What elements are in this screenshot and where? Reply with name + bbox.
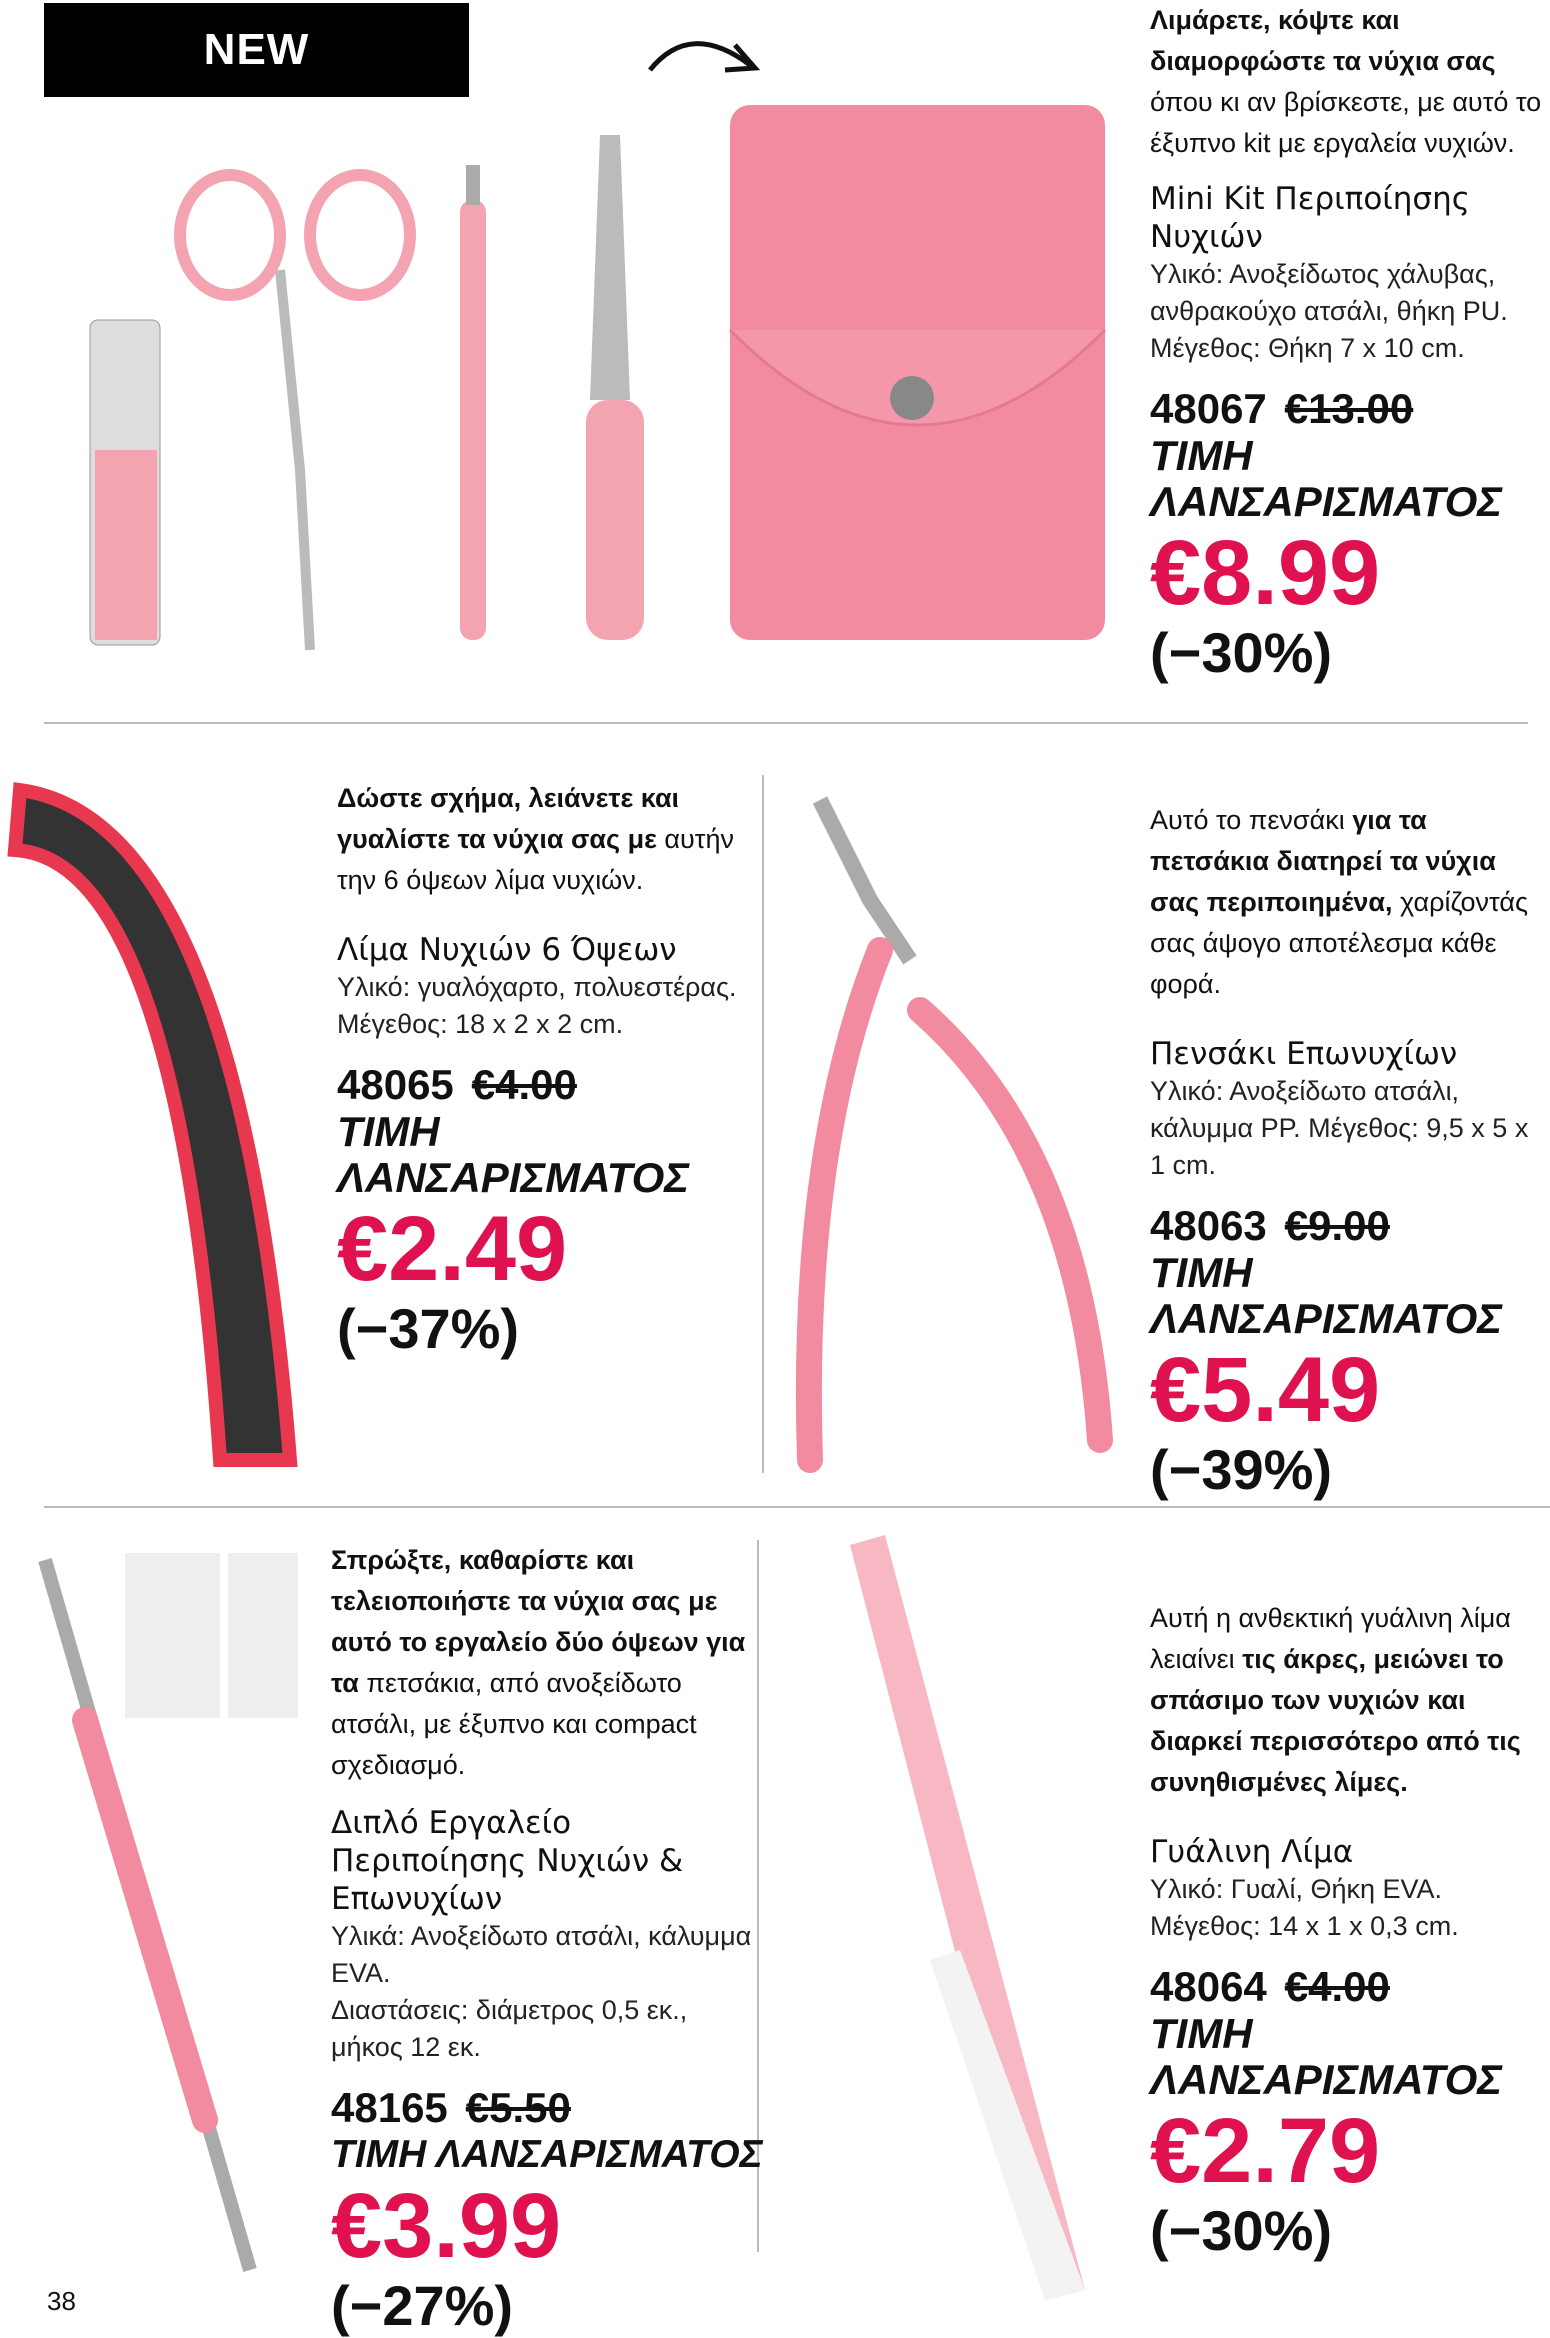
discount: (−30%) (1150, 621, 1333, 684)
product-cuticle-nipper (1150, 800, 1550, 1502)
old-price: €9.00 (1284, 1202, 1390, 1249)
page-number: 38 (47, 2286, 76, 2316)
launch-price-label: ΤΙΜΗ ΛΑΝΣΑΡΙΣΜΑΤΟΣ (331, 2133, 763, 2176)
product-code: 48063 (1150, 1202, 1267, 1249)
product-double-tool (331, 1540, 761, 2338)
launch-price-label: ΤΙΜΗ ΛΑΝΣΑΡΙΣΜΑΤΟΣ (1150, 1249, 1503, 1342)
glass-file-image (850, 1535, 1085, 2300)
product-spec: Μέγεθος: 14 x 1 x 0,3 cm. (1150, 1911, 1459, 1941)
lead-text: χαρίζοντάς σας άψογο αποτέλεσμα κάθε φορά. (1150, 887, 1528, 999)
discount: (−30%) (1150, 2199, 1333, 2262)
new-badge: NEW (44, 3, 469, 97)
product-spec: Μέγεθος: Θήκη 7 x 10 cm. (1150, 333, 1465, 363)
divider (762, 775, 764, 1473)
product-glass-file (1150, 1598, 1530, 2263)
lead-bold: Σπρώξτε, καθαρίστε και τελειοποιήστε τα νύχια σας με αυτό το εργαλείο δύο όψεων για τα (331, 1545, 746, 1698)
lead-bold: Δώστε σχήμα, λειάνετε και γυαλίστε τα νύχια σας με (337, 783, 680, 854)
product-name: Διπλό Εργαλείο Περιποίησης Νυχιών & Επωνυχίων (331, 1805, 684, 1917)
lead-text: Αυτό το πενσάκι (1150, 805, 1353, 835)
product-mini-kit (1150, 0, 1550, 685)
product-spec: Υλικό: Γυαλί, Θήκη EVA. (1150, 1874, 1443, 1904)
divider (44, 1506, 1550, 1508)
product-code: 48064 (1150, 1963, 1267, 2010)
cuticle-pusher-image (460, 165, 486, 640)
product-name: Γυάλινη Λίμα (1150, 1834, 1354, 1870)
lead-text: πετσάκια, από ανοξείδωτο ατσάλι, με έξυπνο και compact σχεδιασμό. (331, 1668, 697, 1780)
launch-price-label: ΤΙΜΗ ΛΑΝΣΑΡΙΣΜΑΤΟΣ (337, 1108, 690, 1201)
six-way-file-image (15, 790, 290, 1460)
product-spec: Διαστάσεις: διάμετρος 0,5 εκ., μήκος 12 εκ. (331, 1995, 688, 2062)
price: €3.99 (331, 2175, 562, 2277)
old-price: €4.00 (471, 1061, 577, 1108)
old-price: €5.50 (465, 2084, 571, 2131)
product-code: 48065 (337, 1061, 454, 1108)
product-spec: Υλικό: Ανοξείδωτος χάλυβας, ανθρακούχο ατσάλι, θήκη PU. (1150, 259, 1508, 326)
product-spec: Υλικό: γυαλόχαρτο, πολυεστέρας. Μέγεθος: 18 x 2 x 2 cm. (337, 972, 737, 1039)
price: €5.49 (1150, 1339, 1381, 1441)
arrow-icon (650, 44, 755, 70)
cuticle-nipper-image (809, 800, 1100, 1460)
price: €8.99 (1150, 522, 1381, 624)
product-spec: Υλικό: Ανοξείδωτο ατσάλι, κάλυμμα PP. Μέγεθος: 9,5 x 5 x 1 cm. (1150, 1076, 1529, 1180)
price: €2.49 (337, 1198, 568, 1300)
launch-price-label: ΤΙΜΗ ΛΑΝΣΑΡΙΣΜΑΤΟΣ (1150, 2010, 1503, 2103)
product-name: Πενσάκι Επωνυχίων (1150, 1036, 1458, 1072)
discount: (−39%) (1150, 1438, 1333, 1501)
product-code: 48067 (1150, 385, 1267, 432)
nail-file-image (586, 135, 644, 640)
lead-text: αυτήν την 6 όψεων λίμα νυχιών. (337, 824, 734, 895)
discount: (−37%) (337, 1297, 520, 1360)
discount: (−27%) (331, 2274, 514, 2337)
lead-text: Αυτή η ανθεκτική γυάλινη λίμα λειαίνει (1150, 1603, 1511, 1674)
lead-bold: για τα πετσάκια διατηρεί τα νύχια σας περιποιημένα, (1150, 805, 1496, 917)
old-price: €4.00 (1284, 1963, 1390, 2010)
lead-bold: τις άκρες, μειώνει το σπάσιμο των νυχιών και διαρκεί περισσότερο από τις συνηθισμένες λίμες. (1150, 1644, 1521, 1797)
product-spec: Υλικά: Ανοξείδωτο ατσάλι, κάλυμμα EVA. (331, 1921, 752, 1988)
divider (44, 722, 1528, 724)
double-pusher-image (45, 1553, 298, 2270)
product-name: Λίμα Νυχιών 6 Όψεων (337, 932, 677, 968)
scissors-image (180, 175, 410, 650)
price: €2.79 (1150, 2100, 1381, 2202)
lead-text: όπου κι αν βρίσκεστε, με αυτό το έξυπνο kit με εργαλεία νυχιών. (1150, 87, 1542, 158)
launch-price-label: ΤΙΜΗ ΛΑΝΣΑΡΙΣΜΑΤΟΣ (1150, 432, 1503, 525)
product-code: 48165 (331, 2084, 448, 2131)
pouch-image (730, 105, 1105, 640)
nail-clipper-image (90, 320, 160, 645)
lead-bold: Λιμάρετε, κόψτε και διαμορφώστε τα νύχια σας (1150, 5, 1496, 76)
product-six-way-file (337, 778, 747, 1361)
old-price: €13.00 (1284, 385, 1414, 432)
product-name: Mini Kit Περιποίησης Νυχιών (1150, 181, 1470, 255)
